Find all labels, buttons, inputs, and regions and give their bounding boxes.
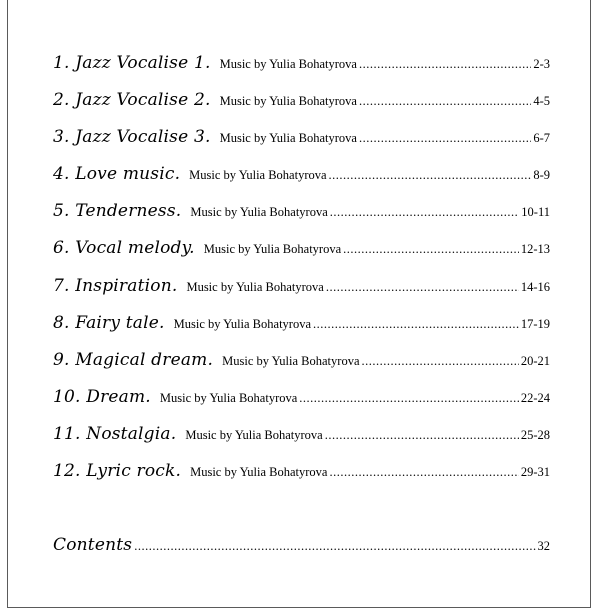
toc-entry-pages: 22-24 (520, 390, 550, 405)
dot-leader (325, 420, 519, 450)
dot-leader (326, 272, 519, 302)
toc-entry-pages: 12-13 (520, 242, 550, 257)
toc-entry-11 (53, 419, 550, 456)
toc-entry-4 (53, 159, 550, 196)
dot-leader (359, 49, 531, 79)
toc-entry-credit: Music by Yulia Bohatyrova (203, 242, 342, 257)
toc-entry-title: 5. Tenderness. (53, 201, 182, 222)
toc-entry-title: 7. Inspiration. (53, 275, 178, 296)
toc-entry-2 (53, 85, 550, 122)
toc-entry-title: 10. Dream. (53, 386, 151, 407)
toc-entry-8 (53, 308, 550, 345)
toc-entry-credit: Music by Yulia Bohatyrova (186, 279, 324, 294)
toc-entry-credit: Music by Yulia Bohatyrova (219, 57, 357, 71)
dot-leader (329, 160, 532, 190)
toc-entry-credit: Music by Yulia Bohatyrova (190, 205, 328, 220)
toc-entry-title: 12. Lyric rock. (53, 461, 182, 482)
toc-entry-3 (53, 122, 550, 159)
toc-entry-pages: 14-16 (520, 279, 550, 294)
toc-entry-pages: 4-5 (533, 94, 550, 109)
dot-leader (313, 309, 519, 339)
dot-leader (330, 197, 520, 227)
dot-leader (134, 539, 535, 554)
toc-entry-pages: 6-7 (533, 131, 550, 146)
dot-leader (343, 234, 519, 264)
toc-entry-5 (53, 196, 550, 233)
toc-entry-credit: Music by Yulia Bohatyrova (219, 131, 357, 146)
dot-leader (359, 123, 531, 153)
toc-entry-7 (53, 271, 550, 308)
toc-entry-10 (53, 382, 550, 419)
toc-entry-title: 4. Love music. (53, 164, 181, 185)
dot-leader (359, 86, 531, 116)
toc-entry-title: 1. Jazz Vocalise 1. (53, 53, 211, 73)
toc-entry-credit: Music by Yulia Bohatyrova (173, 316, 312, 331)
toc-entry-pages: 8-9 (533, 168, 550, 183)
dot-leader (329, 457, 518, 487)
dot-leader (362, 346, 519, 376)
toc-entry-title: 2. Jazz Vocalise 2. (53, 90, 211, 111)
toc-entry-pages: 2-3 (533, 57, 550, 71)
toc-entry-pages: 32 (537, 539, 550, 553)
table-of-contents (53, 48, 550, 493)
toc-entry-credit: Music by Yulia Bohatyrova (159, 390, 298, 405)
toc-entry-pages: 20-21 (520, 353, 550, 368)
toc-entry-title: 8. Fairy tale. (53, 312, 165, 333)
toc-entry-title: 9. Magical dream. (53, 349, 214, 370)
toc-entry-title: 3. Jazz Vocalise 3. (53, 127, 211, 148)
toc-entry-title: 11. Nostalgia. (53, 423, 177, 444)
toc-entry-credit: Music by Yulia Bohatyrova (185, 427, 323, 442)
toc-entry-pages: 10-11 (521, 205, 550, 220)
toc-entry-1 (53, 48, 550, 85)
toc-entry-credit: Music by Yulia Bohatyrova (190, 465, 328, 480)
toc-entry-pages: 25-28 (520, 427, 550, 442)
toc-entry-6 (53, 233, 550, 270)
toc-entry-credit: Music by Yulia Bohatyrova (189, 168, 327, 183)
toc-entry-pages: 17-19 (520, 316, 550, 331)
toc-entry-pages: 29-31 (520, 465, 550, 480)
dot-leader (299, 383, 519, 413)
toc-entry-credit: Music by Yulia Bohatyrova (222, 353, 360, 368)
toc-entry-12 (53, 456, 550, 493)
toc-entry-9 (53, 345, 550, 382)
toc-entry-title: 6. Vocal melody. (53, 238, 195, 259)
toc-entry-title: Contents (53, 535, 133, 555)
toc-entry-credit: Music by Yulia Bohatyrova (219, 94, 357, 109)
toc-entry-contents (53, 535, 550, 555)
